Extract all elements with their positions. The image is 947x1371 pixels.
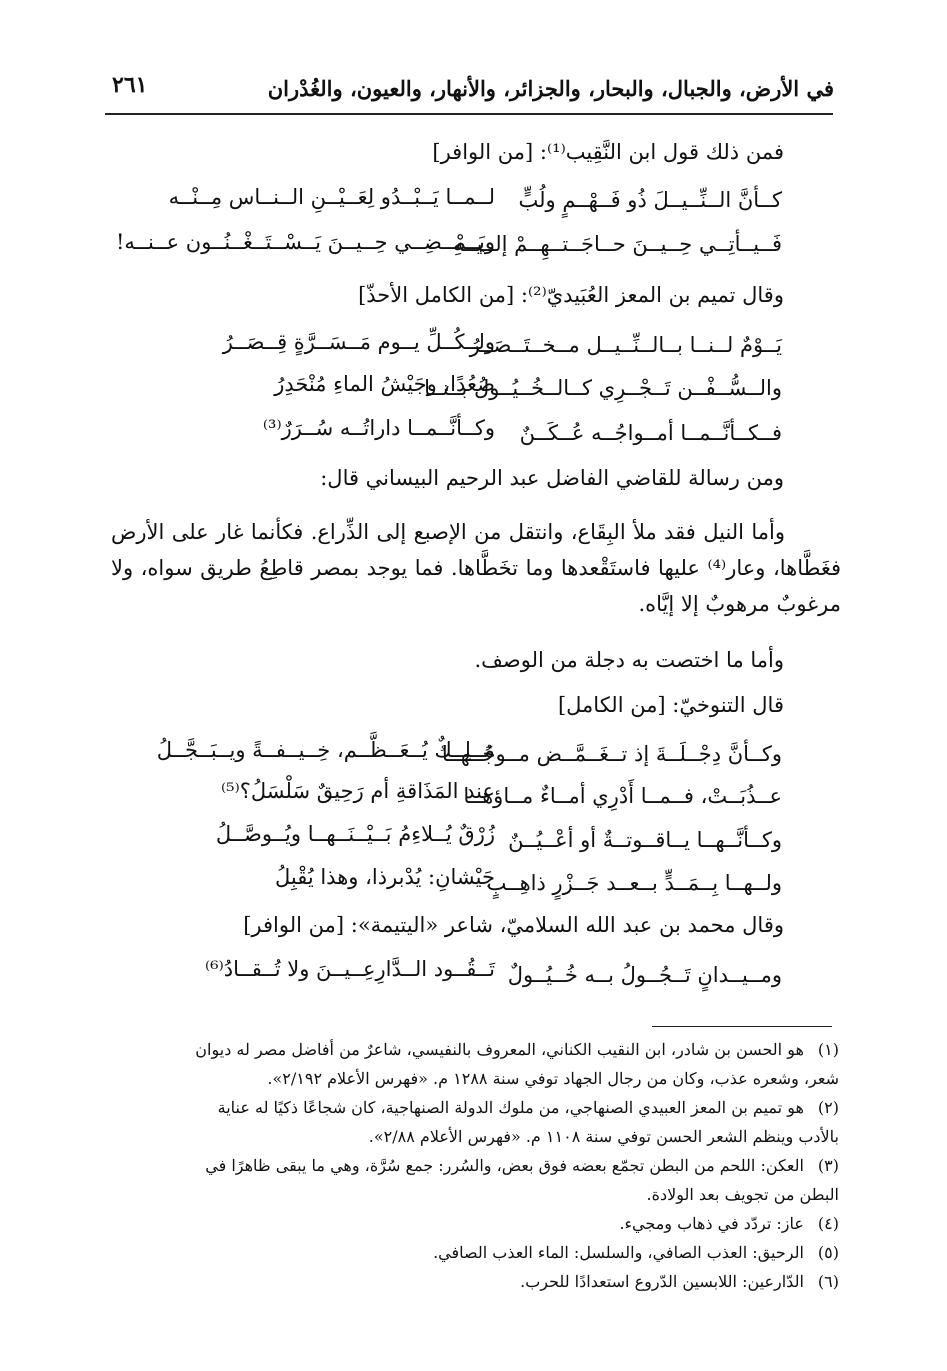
footnote-text-continued: بالأدب وينظم الشعر الحسن توفي سنة ١١٠٨ م. «فهرس الأعلام ٢/٨٨». — [368, 1127, 839, 1146]
verse-hemistich-right: والــسُّــفْــن تَــجْــرِي كــالــخُــيُــول بــنــا — [424, 376, 782, 400]
footnote-number: (٣) — [817, 1156, 839, 1175]
footnote-text: الدّارعين: اللابسين الدّروع استعدادًا للحرب. — [520, 1272, 804, 1291]
verse-hemistich-left: ولــكُــلِّ يــوم مَــسَــرَّةٍ قِــصَــرُ — [222, 330, 495, 354]
footnote — [109, 1267, 839, 1296]
running-header-title: في الأرض، والجبال، والبحار، والجزائر، والأنهار، والعيون، والغُدْران — [267, 76, 834, 101]
footnote — [109, 1151, 839, 1209]
footnote-text-continued: البطن من تجويف بعد الولادة. — [646, 1185, 839, 1204]
footnote-rule — [652, 1026, 832, 1027]
verse-hemistich-right: كــأنَّ الــنِّــيــلَ ذُو فَــهْــمٍ ولُبٍّ — [518, 188, 782, 212]
verse-hemistich-right: وكــأنَّــهــا يــاقــوتــةٌ أو أعْــيُــنٌ — [508, 828, 782, 852]
verse-hemistich-left: وكــأنَّــمــا داراتُــه سُــرَرٌ⁽³⁾ — [262, 416, 495, 440]
verse-hemistich-left: جَيْشانِ: يُدْبرذا، وهذا يُقْبِلُ — [274, 865, 495, 889]
verse-hemistich-right: فــكــأنَّــمــا أمــواجُــه عُــكَــنٌ — [519, 421, 782, 445]
intro-line: وأما ما اختصت به دجلة من الوصف. — [474, 648, 784, 672]
intro-line: قال التنوخيّ: [من الكامل] — [557, 693, 784, 717]
footnote-number: (٤) — [817, 1214, 839, 1233]
page-number: ٢٦١ — [112, 72, 148, 98]
verse-hemistich-left: زُرْقٌ يُــلاءِمُ بَــيْــنَــهــا ويُــوصَّــلُ — [215, 822, 495, 846]
header-rule — [105, 113, 833, 115]
footnote-text: هو الحسن بن شادر، ابن النقيب الكناني، المعروف بالنفيسي، شاعرٌ من أفاضل مصر له ديوان — [195, 1040, 804, 1059]
verse-hemistich-left: ويَــمْــضِــي حِــيــنَ يَــسْــتَــغْــنُــون عــنــه! — [115, 230, 495, 254]
verse-hemistich-right: وكــأنَّ دِجْــلَــةَ إذ تــغَــمَّــض مــوجُــهــا — [441, 742, 782, 766]
verse-hemistich-left: مَــلِــكٌ يُــعَــظَّــم، خِــيــفــةً ويــبَــجَّــلُ — [156, 738, 495, 762]
footnote-text: هو تميم بن المعز العبيدي الصنهاجي، من ملوك الدولة الصنهاجية، كان شجاعًا ذكيًا له عناية — [217, 1098, 804, 1117]
intro-line: وقال محمد بن عبد الله السلاميّ، شاعر «اليتيمة»: [من الوافر] — [243, 913, 784, 937]
footnote-number: (٦) — [817, 1272, 839, 1291]
intro-line: ومن رسالة للقاضي الفاضل عبد الرحيم البيساني قال: — [320, 466, 784, 490]
verse-hemistich-right: فَــيــأتِــي حِــيــنَ حــاجَــتــهِــمْ إلــيــهِ — [453, 232, 782, 256]
verse-hemistich-left: عند المَذَاقةِ أم رَحِيقٌ سَلْسَلُ؟⁽⁵⁾ — [220, 779, 495, 803]
verse-hemistich-right: يَــوْمٌ لــنــا بــالــنِّــيــل مــخــتَــصَــرُ — [469, 333, 782, 357]
footnote — [109, 1035, 839, 1093]
footnote-number: (١) — [817, 1040, 839, 1059]
verse-hemistich-left: لــمــا يَــبْــدُو لِعَــيْــنِ الــنــاس مِــنْــه — [168, 185, 495, 209]
footnote-text: العكن: اللحم من البطن تجمّع بعضه فوق بعض، والسُرر: جمع سُرَّة، وهي ما يبقى ظاهرًا في — [205, 1156, 804, 1175]
prose-paragraph: وأما النيل فقد ملأ البِقَاع، وانتقل من الإصبع إلى الذِّراع. فكأنما غار على الأرض فغَطَّاها، وعار⁽⁴⁾ عليها فاستَقْعدها وما تخَطَّاها. فما يوجد بمصر قاطِعُ طريق سواه، ولا مرغوبٌ مرهوبٌ إلا إيَّاه. — [111, 520, 841, 616]
footnotes — [109, 1035, 839, 1296]
intro-line: وقال تميم بن المعز العُبَيديّ⁽²⁾: [من الكامل الأحذّ] — [358, 283, 784, 307]
footnote-number: (٢) — [817, 1098, 839, 1117]
footnote-text: الرحيق: العذب الصافي، والسلسل: الماء العذب الصافي. — [433, 1243, 804, 1262]
verse-hemistich-right: ولــهــا بِــمَــدٍّ بــعــد جَــزْرٍ ذاهِــبٍ — [486, 871, 782, 895]
footnote-number: (٥) — [817, 1243, 839, 1262]
footnote — [109, 1093, 839, 1151]
verse-hemistich-left: صُعُدًا، وجَيْشُ الماءِ مُنْحَدِرُ — [274, 372, 495, 396]
footnote-text-continued: شعر، وشعره عذب، وكان من رجال الجهاد توفي سنة ١٢٨٨ م. «فهرس الأعلام ٢/١٩٢». — [267, 1069, 839, 1088]
verse-hemistich-left: تَــقُــود الــدَّارِعِــيــنَ ولا تُــقــادُ⁽⁶⁾ — [205, 957, 495, 981]
footnote — [109, 1238, 839, 1267]
footnote — [109, 1209, 839, 1238]
footnote-text: عاز: تردّد في ذهاب ومجيء. — [619, 1214, 804, 1233]
intro-line: فمن ذلك قول ابن النَّقِيب⁽¹⁾: [من الوافر] — [432, 140, 784, 164]
verse-hemistich-right: عــذُبَــتْ، فــمــا أَدْرِي أمــاءٌ مــاؤهــا — [463, 784, 782, 808]
verse-hemistich-right: ومــيــدانٍ تَــجُــولُ بــه خُــيُــولٌ — [507, 963, 782, 987]
